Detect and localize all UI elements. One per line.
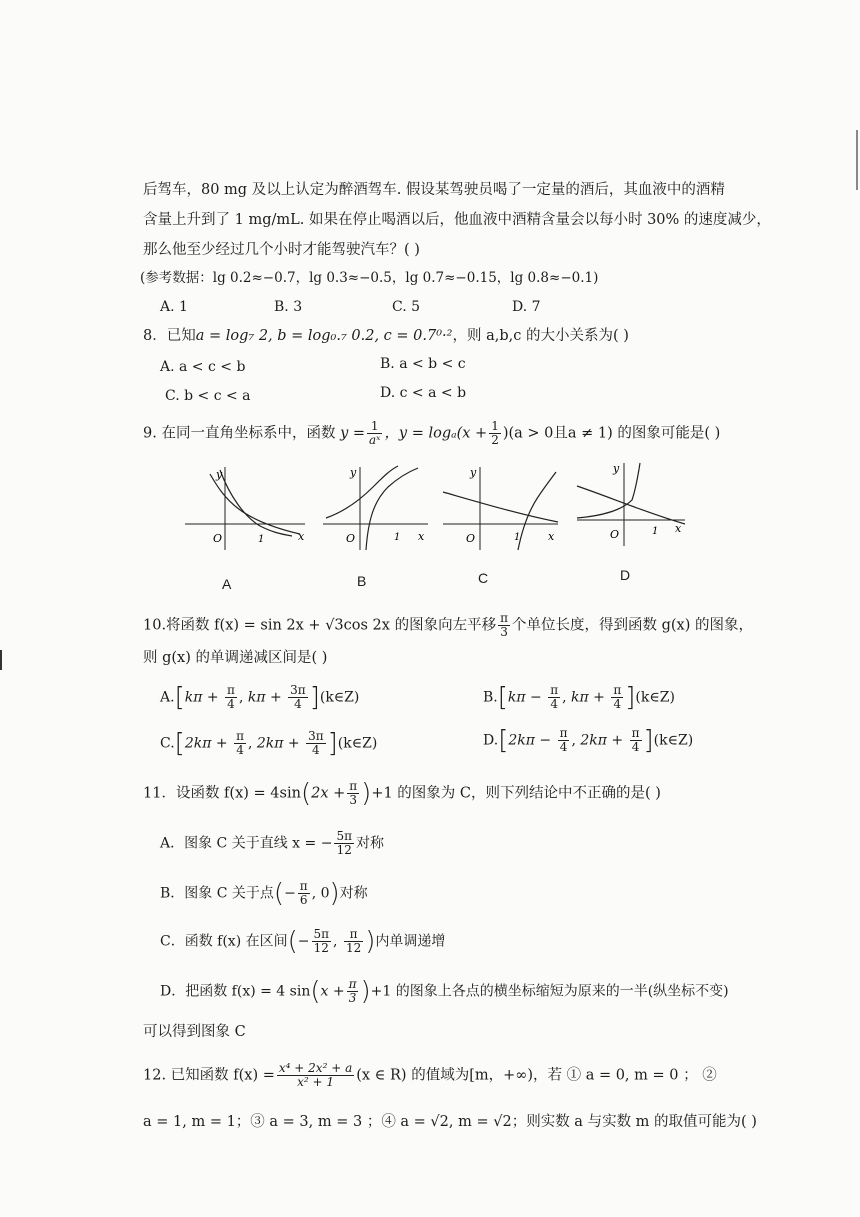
den: 4 [312,743,320,757]
q12-stem-prefix: 12. 已知函数 f(x) = [143,1067,275,1084]
x-label: x [675,522,682,535]
q11-option-d-inner: x + [320,983,345,1000]
q10-option-a: A.[kπ + $\frac{\pi}{4}$ , kπ + $\frac{3\pi}{4}$ ](k∈Z) [160,682,360,713]
q10-option-d: D.[2kπ − $\frac{\pi}{4}$ , 2kπ + $\frac{\pi}{4}$ ](k∈Z) [483,725,694,756]
q11-stem-fraction [347,780,359,807]
origin-label: O [466,532,476,545]
q10-stem-prefix: 10.将函数 f(x) = sin 2x + √3cos 2x 的图象向左平移 [143,617,497,634]
paren-right: ) [329,878,340,909]
q10-shift-num: π [500,611,508,625]
q11-option-d-line-2: 可以得到图象 C [143,1024,246,1040]
y-label: y [216,468,223,481]
den: 4 [613,697,622,711]
q10-option-d-end: 2kπ + [580,732,628,749]
q8-option-a: A. a < c < b [160,359,246,375]
q9-graph-c [438,462,563,552]
q7-option-b: B. 3 [274,299,303,315]
q9-graph-b-label: B [357,573,367,589]
q10-option-a-start: kπ + [184,689,224,706]
q8-option-d: D. c < a < b [380,385,467,401]
origin-label: O [213,532,223,545]
num: π [236,729,244,743]
q11-option-a-fraction [334,830,354,857]
q9-graph-d-label: D [620,567,631,583]
q11-option-c-prefix: C．函数 f(x) 在区间 [160,933,288,950]
bracket-left: [ [174,682,185,713]
scan-edge-mark [856,130,858,190]
q10-stem-line-1 [143,612,753,639]
q9-func1-num: 1 [367,420,382,434]
num: π [559,726,568,740]
num: π [227,683,235,697]
q11-stem-prefix: 11．设函数 f(x) = 4sin [143,785,301,802]
q10-option-d-tail: (k∈Z) [653,732,694,749]
q11-option-a-suffix: 对称 [355,835,384,852]
q10-shift-den: 3 [500,625,508,639]
q9-func2: ，y = logₐ(x + [384,425,488,442]
y-label: y [613,462,620,475]
paren-left: ( [273,878,285,909]
q10-stem-suffix: 个单位长度，得到函数 g(x) 的图象， [511,617,753,634]
q8-stem-math: a = log₇ 2, b = log₀.₇ 0.2, c = 0.7⁰·² [195,328,453,344]
den: 4 [294,697,302,711]
q10-option-c-label: C. [160,735,175,752]
q10-option-d-frac2 [630,727,642,754]
tick-one-label: 1 [652,526,659,537]
q9-func1-den: aˣ [369,433,381,447]
den: 4 [236,743,244,757]
den: 3 [348,991,357,1005]
bracket-right: ] [309,682,320,713]
q11-option-c-fraction-1 [312,928,332,955]
q9-func2-den: 2 [491,433,499,447]
curve-log [577,463,640,518]
origin-label: O [346,532,356,545]
q11-option-b-suffix: 对称 [339,885,368,902]
q10-option-c-frac1 [234,730,246,757]
q10-option-a-frac1 [225,684,237,711]
den: 12 [313,941,329,955]
y-label: y [470,466,477,479]
bracket-left: [ [497,682,508,713]
num: π [613,683,622,697]
den: 3 [349,793,358,807]
bracket-left: [ [498,725,509,756]
q7-line-2: 含量上升到了 1 mg/mL. 如果在停止喝酒以后，他血液中酒精含量会以每小时 30% 的速度减少， [143,212,771,228]
q9-stem-suffix: )(a > 0且a ≠ 1) 的图象可能是( ) [502,425,721,442]
q11-option-b-fraction [298,880,310,907]
q9-graph-c-label: C [478,570,489,586]
num: 3π [290,683,306,697]
q10-option-b-start: kπ − [507,689,547,706]
q8-option-c: C. b < c < a [165,388,251,404]
paren-left: ( [300,778,312,809]
q7-line-1: 后驾车，80 mg 及以上认定为醉酒驾车. 假设某驾驶员喝了一定量的酒后，其血液中的酒精 [143,182,725,198]
num: π [348,977,357,991]
den: 4 [227,697,235,711]
q11-option-a-prefix: A．图象 C 关于直线 x = − [160,835,333,852]
q7-line-3: 那么他至少经过几个小时才能驾驶汽车？( ) [143,242,420,258]
num: 5π [313,927,330,941]
den: 12 [345,941,362,955]
num: π [344,928,363,942]
den: x² + 1 [297,1075,335,1089]
q10-option-d-frac1 [558,727,570,754]
q9-func2-fraction [489,420,501,447]
q9-stem-prefix: 9. 在同一直角坐标系中，函数 [143,425,336,442]
q9-stem [143,420,720,447]
q10-stem-line-2: 则 g(x) 的单调递减区间是( ) [143,650,328,666]
scan-edge-mark [0,650,2,670]
q9-func2-num: 1 [491,419,499,433]
q8-option-b: B. a < b < c [380,356,466,372]
q10-option-b-frac2 [611,684,623,711]
den: 6 [299,893,308,907]
y-label: y [350,466,357,479]
q10-option-c-end: 2kπ + [256,735,305,752]
q7-option-a: A. 1 [160,299,188,315]
q7-reference-data: (参考数据：lg 0.2≈−0.7，lg 0.3≈−0.5，lg 0.7≈−0.15，lg 0.8≈−0.1) [140,270,599,286]
q8-stem-prefix: 8．已知 [143,328,196,344]
q10-option-c-frac2 [306,730,326,757]
q11-stem-suffix: +1 的图象为 C，则下列结论中不正确的是( ) [371,785,661,802]
q10-option-a-frac2 [288,684,308,711]
q10-option-b-label: B. [483,689,498,706]
tick-one-label: 1 [514,532,521,543]
q11-option-d-fraction [347,978,359,1005]
q8-stem-suffix: ，则 a,b,c 的大小关系为( ) [452,328,629,344]
q12-stem-suffix: (x ∈ R) 的值域为[m，+∞)，若 ① a = 0, m = 0 ； ② [356,1067,717,1084]
q8-stem [143,326,629,346]
den: 4 [631,740,640,754]
num: 3π [308,729,324,743]
q11-stem-inner: 2x + [311,785,346,802]
q10-option-d-start: 2kπ − [508,732,556,749]
x-label: x [298,530,305,543]
q10-option-b-frac1 [548,684,560,711]
q11-option-c: C．函数 f(x) 在区间(− $\frac{5\pi}{12}$ , $\frac{\pi}{12}$ )内单调递增 [160,926,446,957]
num: x⁴ + 2x² + a [278,1061,353,1075]
paren-left: ( [287,926,298,957]
q11-option-d-suffix: +1 的图象上各点的横坐标缩短为原来的一半(纵坐标不变) [370,983,729,1000]
num: π [299,879,308,893]
q10-option-b-tail: (k∈Z) [635,689,675,706]
q11-option-d [160,978,729,1005]
paren-right: ) [365,926,376,957]
q10-option-d-label: D. [483,732,499,749]
q9-graph-a-label: A [222,576,232,592]
q9-graph-b [318,462,433,552]
x-label: x [418,530,425,543]
num: 5π [336,829,352,843]
paren-right: ) [361,778,372,809]
num: π [550,683,559,697]
q7-option-c: C. 5 [392,299,421,315]
q10-option-c-start: 2kπ + [184,735,233,752]
den: 12 [336,843,352,857]
q10-option-b-end: kπ + [571,689,610,706]
q10-option-b: B.[kπ − $\frac{\pi}{4}$ , kπ + $\frac{\pi}{4}$ ](k∈Z) [483,682,675,713]
paren-right: ) [360,976,371,1007]
q10-shift-fraction [498,612,510,639]
curve-exp [443,492,558,522]
q11-option-b-prefix: B．图象 C 关于点 [160,885,274,902]
q11-option-d-prefix: D．把函数 f(x) = 4 sin [160,983,311,1000]
q9-graph-d [572,458,690,548]
q12-fraction [277,1062,354,1089]
bracket-right: ] [625,682,636,713]
q12-line-2: a = 1, m = 1；③ a = 3, m = 3 ；④ a = √2, m = √2；则实数 a 与实数 m 的取值可能为( ) [143,1114,757,1130]
q9-func1-lhs: y = [340,425,366,442]
curve-exp [326,466,398,518]
num: π [631,726,640,740]
q11-option-b: B．图象 C 关于点(− $\frac{\pi}{6}$ , 0)对称 [160,878,368,909]
tick-one-label: 1 [258,534,265,545]
den: 4 [550,697,558,711]
q10-option-a-end: kπ + [247,689,287,706]
q11-option-c-suffix: 内单调递增 [375,933,446,950]
num: π [349,779,358,793]
q11-stem [143,780,661,807]
q11-option-a [160,830,384,857]
q10-option-c: C.[2kπ + $\frac{\pi}{4}$ , 2kπ + $\frac{3\pi}{4}$ ](k∈Z) [160,728,378,759]
den: 4 [559,740,568,754]
x-label: x [548,530,555,543]
q7-option-d: D. 7 [512,299,541,315]
tick-one-label: 1 [394,532,401,543]
origin-label: O [610,528,620,541]
bracket-left: [ [174,728,185,759]
curve-exp [577,486,685,524]
q9-func1-fraction [367,420,382,447]
paren-left: ( [310,976,321,1007]
q10-option-c-tail: (k∈Z) [337,735,378,752]
curve-log [366,468,418,550]
q11-option-c-fraction-2 [344,928,363,955]
q10-option-a-tail: (k∈Z) [319,689,360,706]
bracket-right: ] [643,725,654,756]
q10-option-a-label: A. [160,689,175,706]
curve-exp [210,474,300,534]
bracket-right: ] [327,728,338,759]
q12-stem [143,1062,717,1089]
q9-graph-a [180,462,310,552]
